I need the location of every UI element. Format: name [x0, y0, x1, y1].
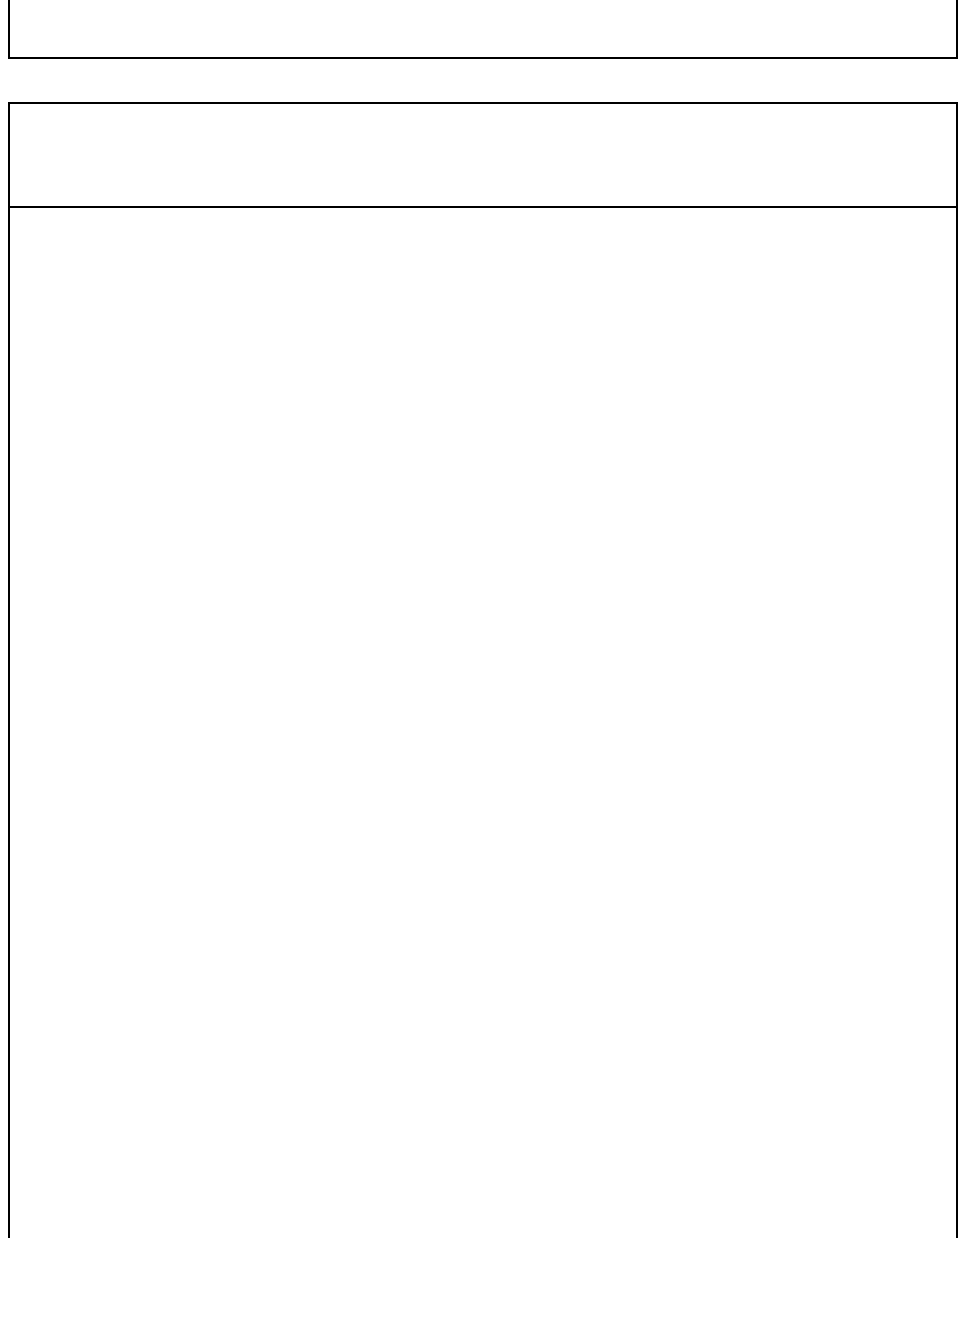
continuation-box	[8, 0, 958, 59]
table-right-border	[956, 208, 958, 1238]
table-header	[8, 102, 958, 208]
table-left-border	[8, 208, 10, 1238]
